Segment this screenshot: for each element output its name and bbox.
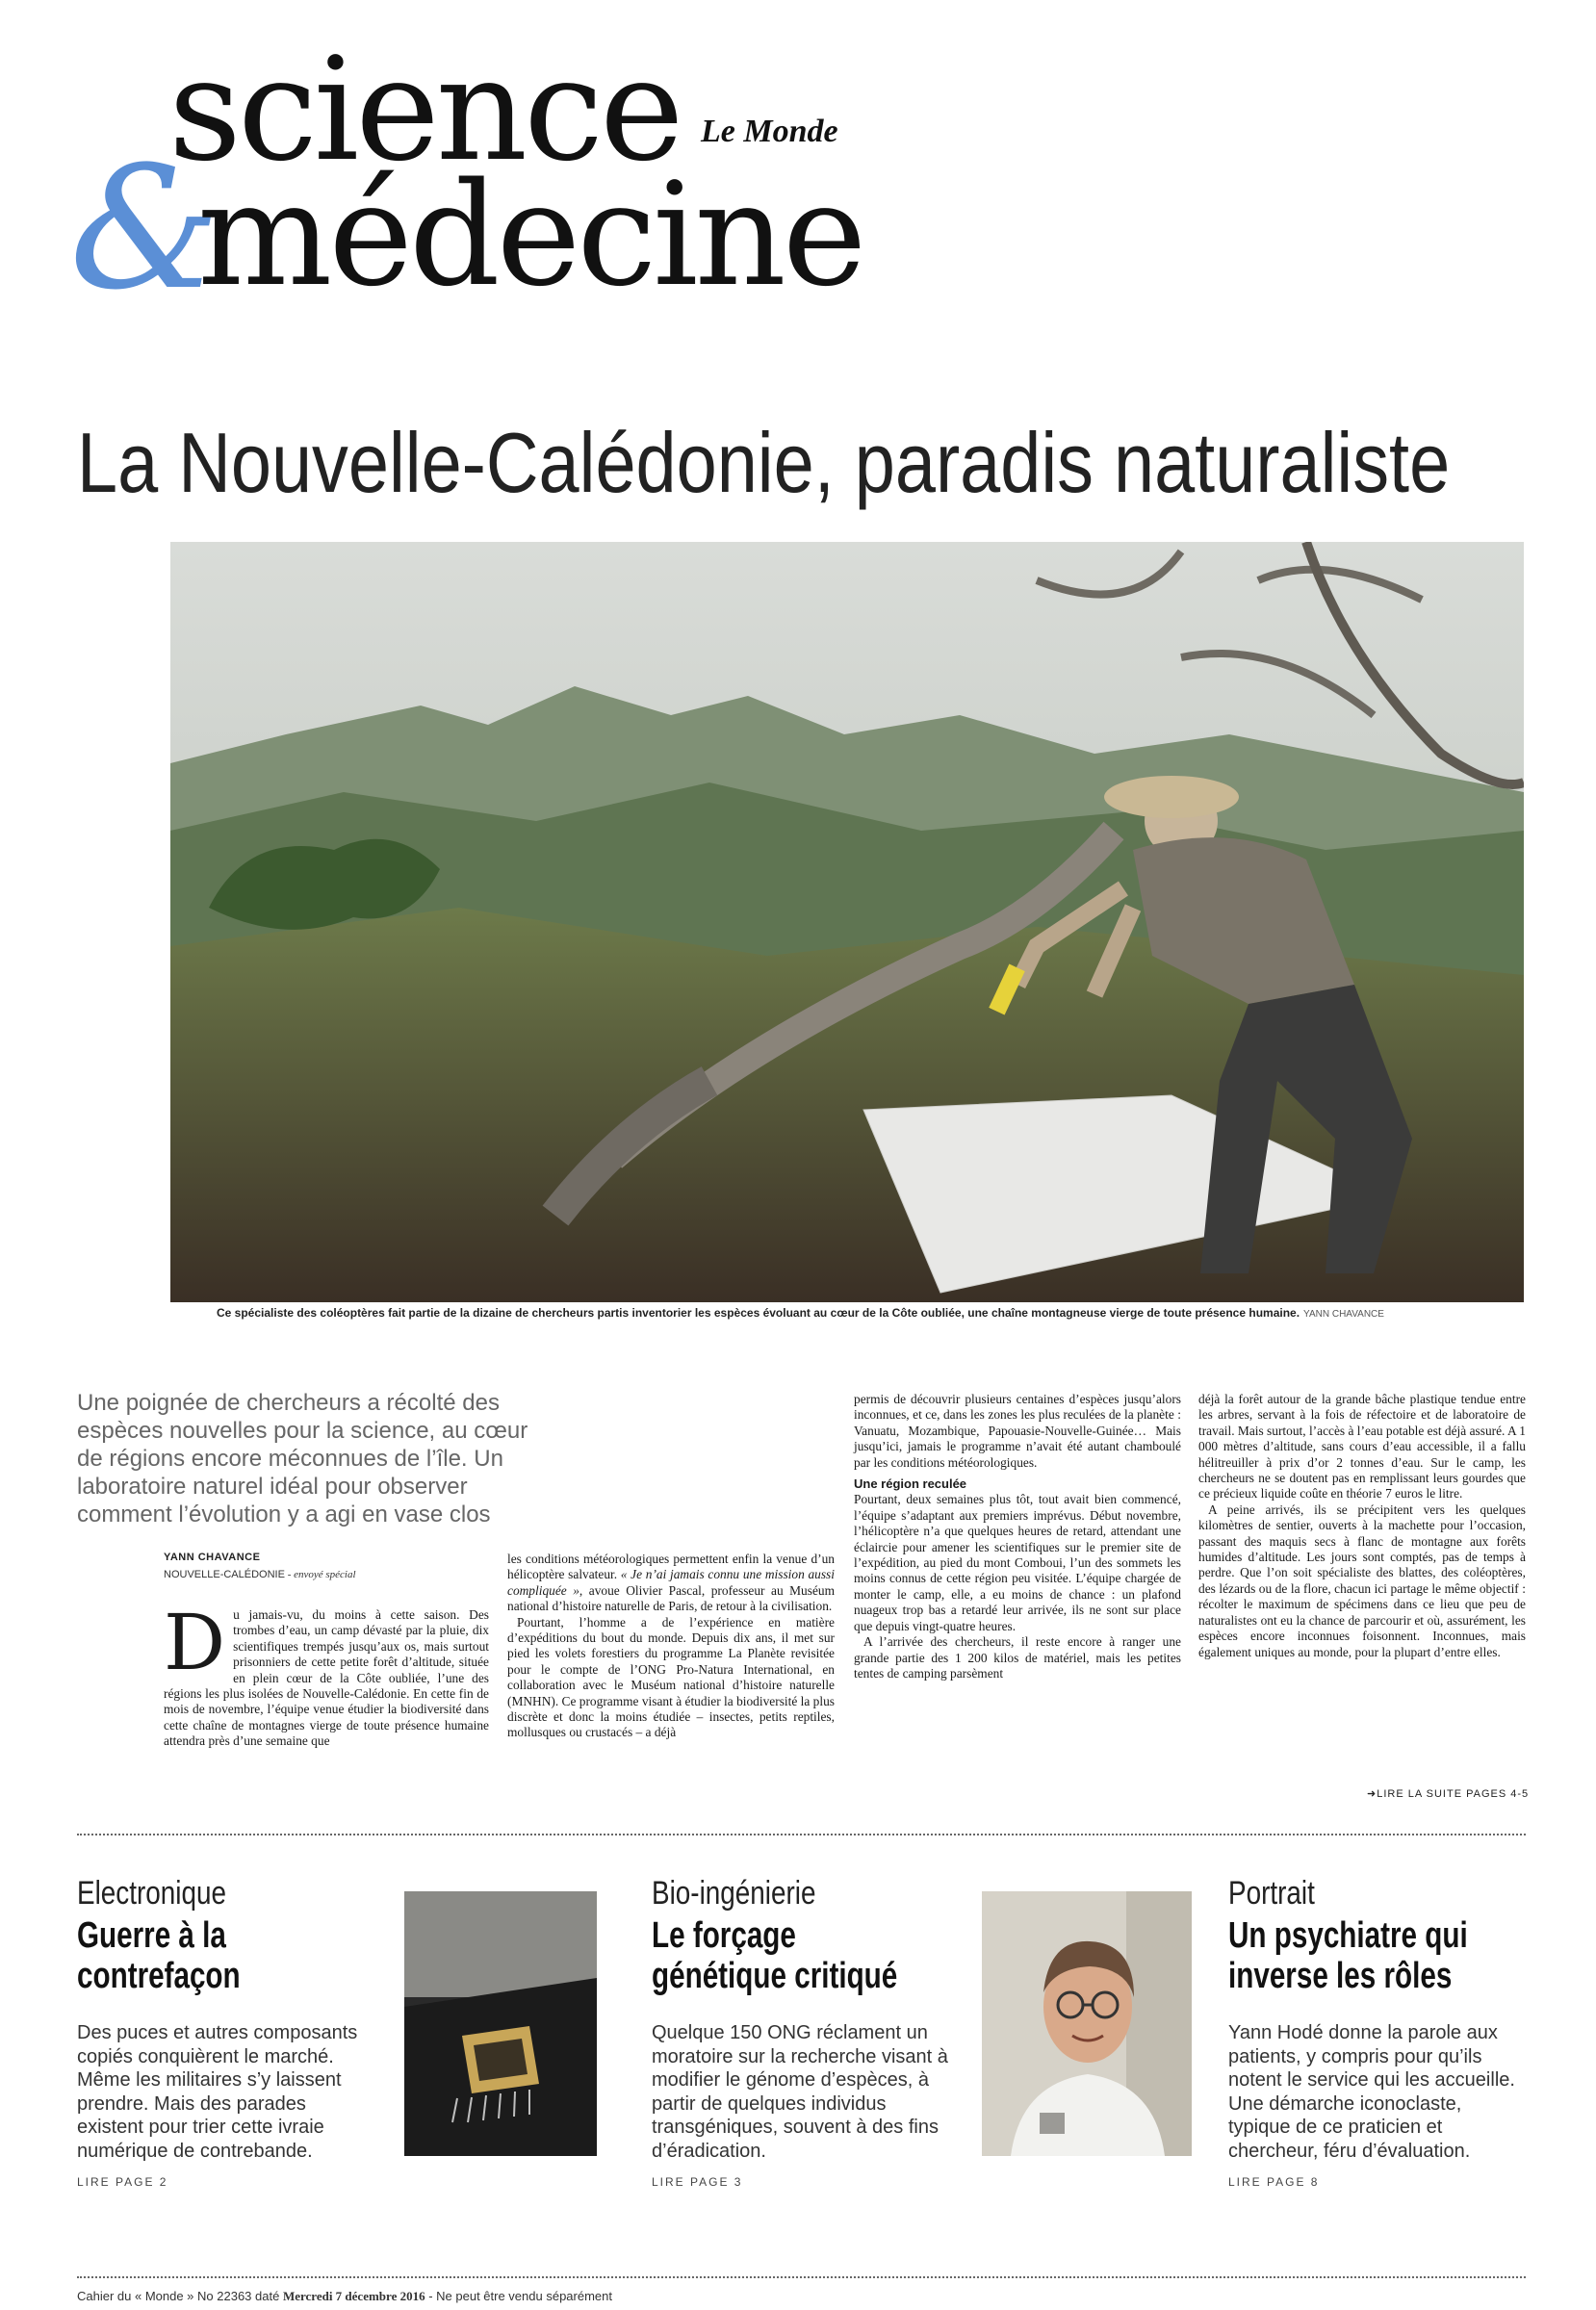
teaser-3-kicker: Portrait [1228, 1875, 1315, 1912]
paragraph: Pourtant, deux semaines plus tôt, tout avait bien commencé, l’équipe s’adaptant aux premiers imprévus. Début novembre, l’hélicoptère n’a que quelques heures de retard, attendant une éclaircie pour amener les scientifiques sur le premier site de l’expédition, au pied du mont Comboui, l’un des sommets les moins connus de cette région peu visitée. L’équipe chargée de monter le camp, elle, a eu moins de chance : un plafond nuageux trop bas a retardé leur arrivée, ils ne sont sur place que depuis vingt-quatre heures. [854, 1492, 1181, 1633]
teaser-3-link[interactable]: LIRE PAGE 8 [1228, 2175, 1320, 2189]
paragraph: Pourtant, l’homme a de l’expérience en matière d’expéditions du bout du monde. Depuis dix ans, il met sur pied les volets forestiers du programme La Planète revisitée pour le compte de l’ONG Pro-Natura International, en collaboration avec le Muséum national d’histoire naturelle (MNHN). Ce programme visant à étudier la biodiversité la plus discrète et donc la moins étudiée – insectes, petits reptiles, mollusques ou crustacés – a déjà [507, 1614, 835, 1740]
dropcap: D [164, 1598, 226, 1687]
photo-caption [217, 1306, 1506, 1320]
footer-prefix: Cahier du « Monde » No 22363 daté [77, 2289, 283, 2303]
text-run: les conditions météorologiques permettent enfin la venue d’un hélicoptère salvateur. [507, 1552, 835, 1582]
main-photo-illustration [170, 542, 1524, 1302]
page-headline: La Nouvelle-Calédonie, paradis naturaliste [77, 415, 1451, 510]
portrait-photo-illustration [982, 1891, 1192, 2156]
main-photo [170, 542, 1524, 1302]
article-author: YANN CHAVANCE [164, 1552, 261, 1563]
teaser-1-title[interactable]: Guerre à la contrefaçon [77, 1915, 241, 1996]
teaser-3-title[interactable]: Un psychiatre qui inverse les rôles [1228, 1915, 1468, 1996]
teaser-1-body: Des puces et autres composants copiés conquièrent le marché. Même les militaires s’y laissent prendre. Mais des parades existent pour trier cette ivraie numérique de contrebande. [77, 2022, 358, 2162]
chip-photo [404, 1891, 597, 2156]
chip-photo-illustration [404, 1891, 597, 2156]
teaser-2-title[interactable]: Le forçage génétique critiqué [652, 1915, 898, 1996]
location-name: NOUVELLE-CALÉDONIE [164, 1569, 285, 1580]
page-footer [77, 2289, 612, 2304]
paragraph [507, 1552, 835, 1615]
text-run: , avoue Olivier Pascal, professeur au Muséum national d’histoire naturelle de Paris, de retour à la civilisation. [507, 1582, 836, 1614]
quote: « Je n’ai jamais connu une mission aussi compliquée » [507, 1567, 835, 1598]
paragraph: u jamais-vu, du moins à cette saison. Des trombes d’eau, un camp dévasté par la pluie, dix scientifiques trempés jusqu’aux os, mais surtout prisonniers de cette petite forêt d’altitude, située en plein cœur de la Côte oubliée, l’une des régions les plus isolées de Nouvelle-Calédonie. En cette fin de mois de novembre, l’équipe venue étudier la biodiversité dans cette chaîne de montagnes vierge de toute présence humaine attendra près d’une semaine que [164, 1607, 489, 1749]
footer-suffix: - Ne peut être vendu séparément [425, 2289, 612, 2303]
article-location [164, 1569, 356, 1580]
section-divider [77, 1834, 1526, 1835]
teaser-2-kicker: Bio-ingénierie [652, 1875, 816, 1912]
photo-credit: YANN CHAVANCE [1303, 1309, 1384, 1320]
article-column-1 [164, 1598, 489, 1750]
masthead-science: science [168, 27, 681, 192]
location-suffix: - envoyé spécial [284, 1569, 356, 1580]
teaser-3-body: Yann Hodé donne la parole aux patients, y compris pour qu’ils notent le service qui les accueille. Une démarche iconoclaste, typique de ce praticien et chercheur, féru d’évaluation. [1228, 2022, 1515, 2162]
portrait-photo [982, 1891, 1192, 2156]
paragraph: permis de découvrir plusieurs centaines d’espèces jusqu’alors inconnues, et ce, dans les zones les plus reculées de la planète : Vanuatu, Mozambique, Papouasie-Nouvelle-Guinée… Mais jusqu’ici, jamais le programme n’avait été autant chamboulé par les conditions météorologiques. [854, 1392, 1181, 1470]
teaser-2-link[interactable]: LIRE PAGE 3 [652, 2175, 743, 2189]
footer-divider [77, 2276, 1526, 2278]
teaser-1-link[interactable]: LIRE PAGE 2 [77, 2175, 168, 2189]
teaser-2-body: Quelque 150 ONG réclament un moratoire sur la recherche visant à modifier le génome d’espèces, à partir de quelques individus transgéniques, souvent à des fins d’éradication. [652, 2022, 948, 2162]
paragraph: A peine arrivés, ils se précipitent vers les quelques kilomètres de sentier, ouverts à la machette pour l’occasion, passant des maquis secs à flanc de montagne aux forêts humides d’altitude. Les jours sont comptés, pas de temps à perdre. Que l’on soit spécialiste des blattes, des coléoptères, des lézards ou de la flore, chacun ici partage le même objectif : récolter le maximum de spécimens dans ce lieu que peu de naturalistes ont eu la chance de parcourir et où, assurément, les espèces encore inconnues foisonnent. Inconnues, mais également uniques au monde, pour la plupart d’entre elles. [1198, 1502, 1526, 1659]
masthead-ampersand: & [69, 130, 220, 327]
footer-date: Mercredi 7 décembre 2016 [282, 2289, 425, 2303]
read-more-link[interactable]: ➜LIRE LA SUITE PAGES 4-5 [1367, 1788, 1530, 1800]
photo-caption-text: Ce spécialiste des coléoptères fait partie de la dizaine de chercheurs partis inventorier les espèces évoluant au cœur de la Côte oubliée, une chaîne montagneuse vierge de toute présence humaine. [217, 1306, 1300, 1320]
article-column-4 [1198, 1392, 1526, 1660]
masthead-medecine: médecine [197, 152, 863, 318]
article-column-2 [507, 1552, 835, 1741]
le-monde-logo: Le Monde [701, 114, 838, 149]
paragraph: déjà la forêt autour de la grande bâche plastique tendue entre les arbres, servant à la fois de réfectoire et de laboratoire de travail. Mais surtout, l’accès à l’eau potable est déjà assuré. A 1 000 mètres d’altitude, sans cours d’eau accessible, il a fallu hélitreuiller à prix d’or 2 tonnes d’eau. Sur le camp, les chercheurs ne se doutent pas en remplissant leurs gourdes que ce précieux liquide coûte en théorie 7 euros le litre. [1198, 1392, 1526, 1502]
paragraph: A l’arrivée des chercheurs, il reste encore à ranger une grande partie des 1 200 kilos de matériel, mais les petites tentes de camping parsèment [854, 1634, 1181, 1681]
article-subhead: Une région reculée [854, 1476, 967, 1492]
article-column-3 [854, 1392, 1181, 1681]
teaser-1-kicker: Electronique [77, 1875, 226, 1912]
article-intro: Une poignée de chercheurs a récolté des espèces nouvelles pour la science, au cœur de régions encore méconnues de l’île. Un laboratoire naturel idéal pour observer comment l’évolution y a agi en vase clos [77, 1390, 528, 1527]
